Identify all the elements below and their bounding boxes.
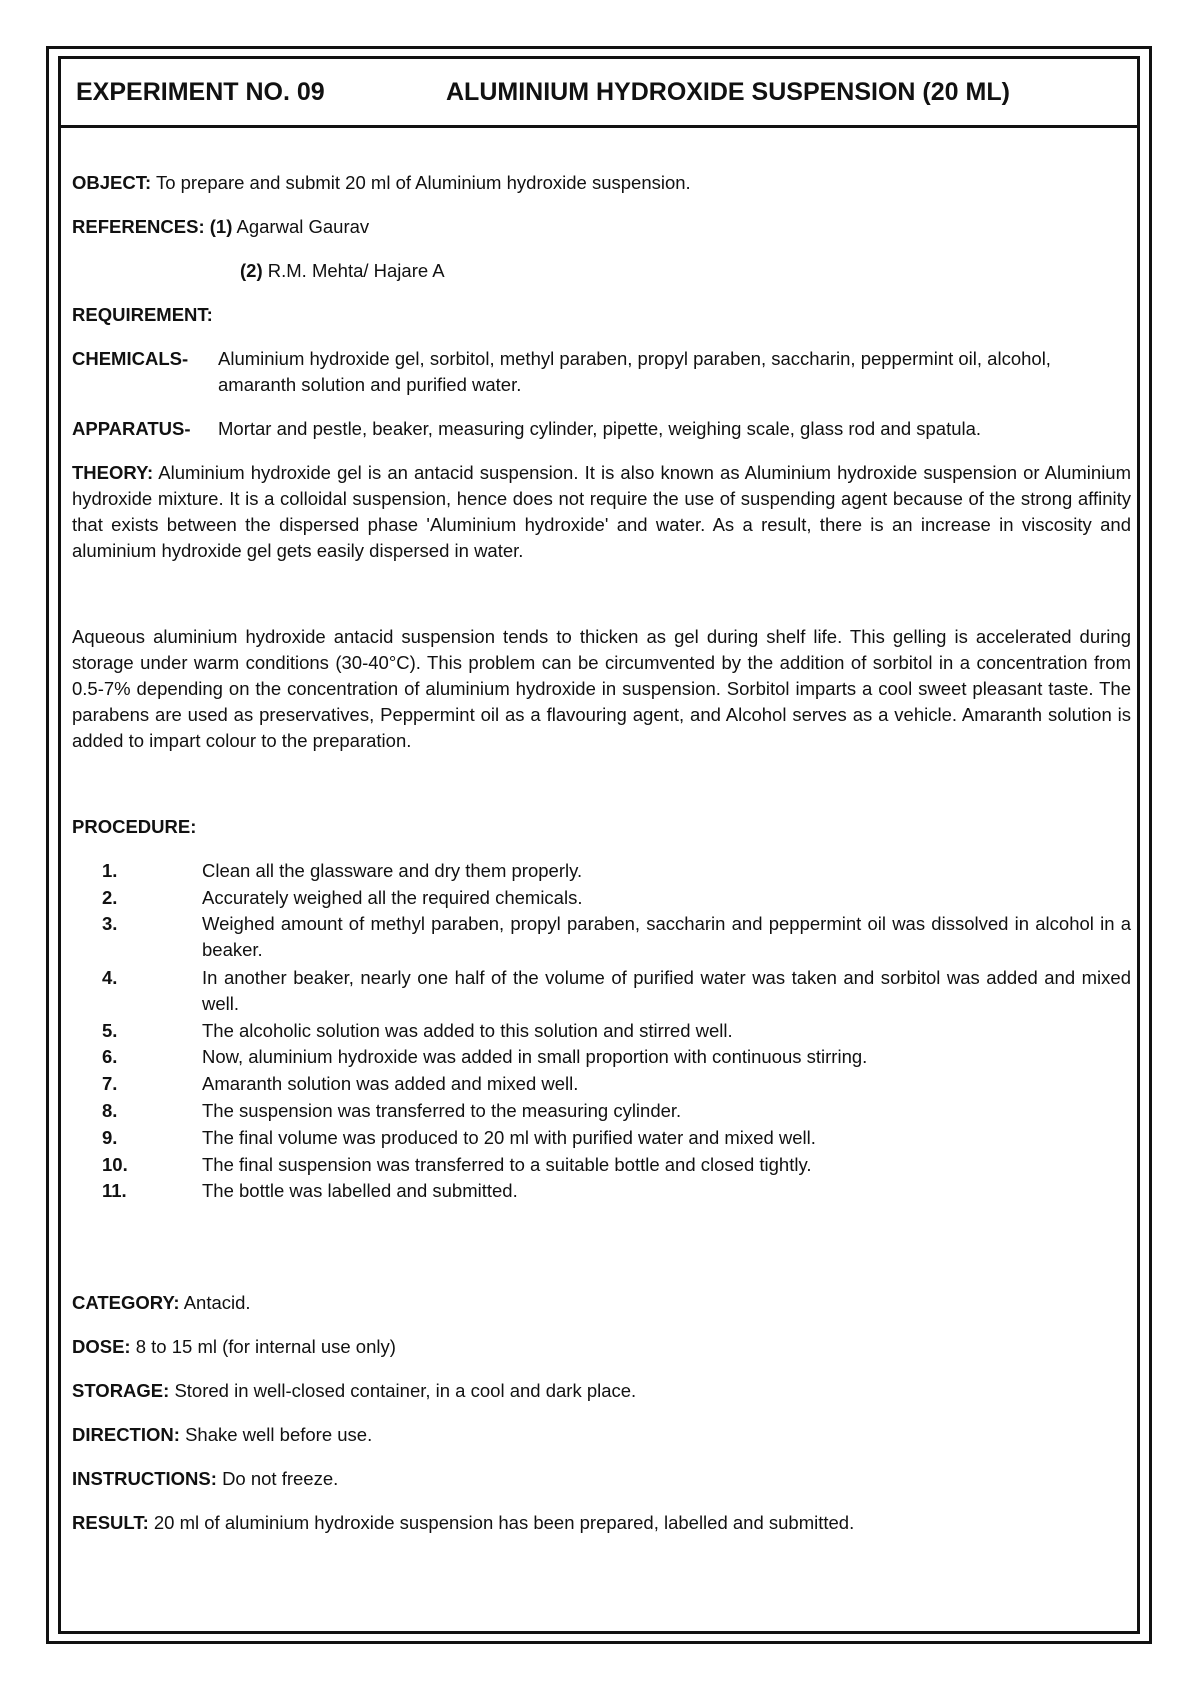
object-line xyxy=(72,170,1131,196)
procedure-step-text: The alcoholic solution was added to this solution and stirred well. xyxy=(202,1020,733,1041)
requirement-heading: REQUIREMENT: xyxy=(72,304,213,325)
direction-line xyxy=(72,1422,1131,1448)
direction-text: Shake well before use. xyxy=(185,1424,373,1445)
dose-text: 8 to 15 ml (for internal use only) xyxy=(135,1336,396,1357)
procedure-step-text: In another beaker, nearly one half of the volume of purified water was taken and sorbitol was added and mixed well. xyxy=(202,967,1131,1014)
theory-paragraph-1 xyxy=(72,460,1131,564)
procedure-step-text: The bottle was labelled and submitted. xyxy=(202,1180,518,1201)
reference-2-text: R.M. Mehta/ Hajare A xyxy=(267,260,445,281)
references-line-2 xyxy=(240,258,1120,284)
procedure-step-number: 7. xyxy=(102,1073,118,1094)
procedure-step-text: The final suspension was transferred to a suitable bottle and closed tightly. xyxy=(202,1154,812,1175)
reference-2-number: (2) xyxy=(240,260,263,281)
references-label: REFERENCES: xyxy=(72,216,205,237)
procedure-step-text: Clean all the glassware and dry them properly. xyxy=(202,860,583,881)
instructions-text: Do not freeze. xyxy=(222,1468,339,1489)
theory-label: THEORY: xyxy=(72,462,154,483)
object-label: OBJECT: xyxy=(72,172,152,193)
category-label: CATEGORY: xyxy=(72,1292,180,1313)
experiment-number: EXPERIMENT NO. 09 xyxy=(76,78,325,106)
apparatus-text: Mortar and pestle, beaker, measuring cylinder, pipette, weighing scale, glass rod and spatula. xyxy=(218,418,982,439)
dose-line xyxy=(72,1334,1131,1360)
procedure-step-number: 6. xyxy=(102,1046,118,1067)
instructions-line xyxy=(72,1466,1131,1492)
procedure-step-text: Weighed amount of methyl paraben, propyl paraben, saccharin and peppermint oil was dissolved in alcohol in a beaker. xyxy=(202,913,1131,960)
procedure-step-text: The final volume was produced to 20 ml with purified water and mixed well. xyxy=(202,1127,816,1148)
procedure-step-text: The suspension was transferred to the measuring cylinder. xyxy=(202,1100,682,1121)
instructions-label: INSTRUCTIONS: xyxy=(72,1468,217,1489)
direction-label: DIRECTION: xyxy=(72,1424,180,1445)
category-text: Antacid. xyxy=(183,1292,251,1313)
procedure-step-number: 5. xyxy=(102,1020,118,1041)
experiment-title: ALUMINIUM HYDROXIDE SUSPENSION (20 ML) xyxy=(446,78,1010,106)
reference-1-number: (1) xyxy=(209,216,233,237)
result-text: 20 ml of aluminium hydroxide suspension has been prepared, labelled and submitted. xyxy=(153,1512,855,1533)
storage-text: Stored in well-closed container, in a cool and dark place. xyxy=(174,1380,637,1401)
object-text: To prepare and submit 20 ml of Aluminium hydroxide suspension. xyxy=(155,172,691,193)
theory-text-1: Aluminium hydroxide gel is an antacid suspension. It is also known as Aluminium hydroxide suspension or Aluminium hydroxide mixture. It is a colloidal suspension, hence does not require the use of suspending agent because of the strong affinity that exists between the dispersed phase 'Aluminium hydroxide' and water. As a result, there is an increase in viscosity and aluminium hydroxide gel gets easily dispersed in water. xyxy=(72,462,1131,561)
chemicals-text: Aluminium hydroxide gel, sorbitol, methyl paraben, propyl paraben, saccharin, peppermint oil, alcohol, amaranth solution and purified water. xyxy=(218,348,1051,395)
apparatus-label: APPARATUS- xyxy=(72,418,191,439)
procedure-step-text: Accurately weighed all the required chemicals. xyxy=(202,887,583,908)
procedure-step-number: 1. xyxy=(102,860,118,881)
procedure-step-text: Amaranth solution was added and mixed well. xyxy=(202,1073,579,1094)
procedure-heading: PROCEDURE: xyxy=(72,816,197,837)
result-line xyxy=(72,1510,1131,1536)
storage-line xyxy=(72,1378,1131,1404)
result-label: RESULT: xyxy=(72,1512,149,1533)
reference-1-text: Agarwal Gaurav xyxy=(236,216,370,237)
procedure-step-number: 11. xyxy=(102,1180,127,1201)
chemicals-label: CHEMICALS- xyxy=(72,348,189,369)
procedure-step-text: Now, aluminium hydroxide was added in small proportion with continuous stirring. xyxy=(202,1046,868,1067)
category-line xyxy=(72,1290,1131,1316)
procedure-step-number: 10. xyxy=(102,1154,128,1175)
procedure-step-number: 3. xyxy=(102,913,118,934)
procedure-step-number: 2. xyxy=(102,887,118,908)
storage-label: STORAGE: xyxy=(72,1380,170,1401)
experiment-header xyxy=(58,56,1140,128)
procedure-step-number: 9. xyxy=(102,1127,118,1148)
references-line-1 xyxy=(72,214,1131,240)
procedure-step-number: 8. xyxy=(102,1100,118,1121)
procedure-step-number: 4. xyxy=(102,967,118,988)
dose-label: DOSE: xyxy=(72,1336,131,1357)
theory-paragraph-2: Aqueous aluminium hydroxide antacid suspension tends to thicken as gel during shelf life. This gelling is accelerated during storage under warm conditions (30-40°C). This problem can be circumvented by the addition of sorbitol in a concentration from 0.5-7% depending on the concentration of aluminium hydroxide in suspension. Sorbitol imparts a cool sweet pleasant taste. The parabens are used as preservatives, Peppermint oil as a flavouring agent, and Alcohol serves as a vehicle. Amaranth solution is added to impart colour to the preparation. xyxy=(72,626,1131,751)
